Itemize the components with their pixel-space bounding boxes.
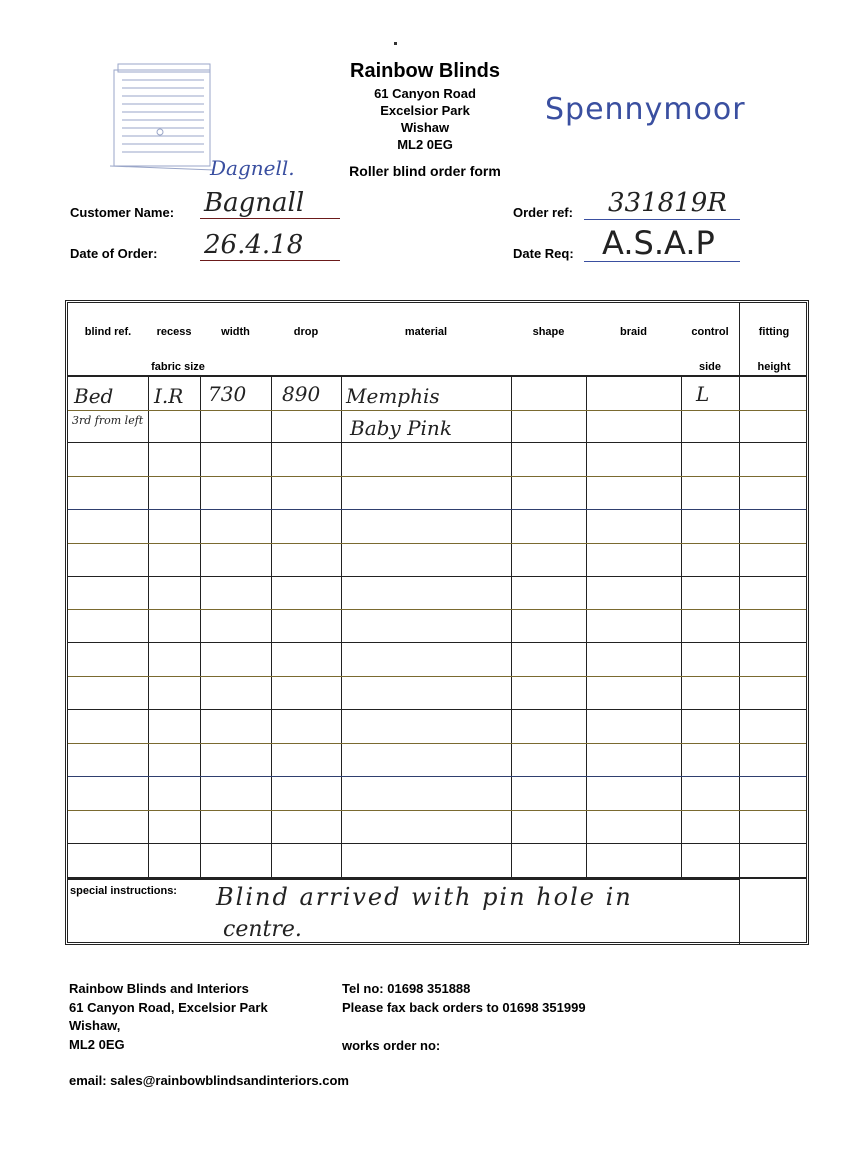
row1-material[interactable]: Memphis	[346, 384, 440, 408]
col-header-blind-ref: blind ref.	[84, 326, 132, 338]
order-ref-line	[584, 219, 740, 220]
order-ref-value[interactable]: 331819R	[608, 188, 727, 218]
footer-address-2: Wishaw,	[69, 1018, 121, 1033]
col-header-braid: braid	[620, 326, 647, 338]
order-table	[65, 300, 809, 945]
col-header-fitting: fitting	[758, 326, 790, 338]
customer-name-value[interactable]: Bagnall	[204, 188, 305, 218]
order-ref-label: Order ref:	[513, 205, 573, 220]
footer-email[interactable]: email: sales@rainbowblindsandinteriors.com	[69, 1073, 349, 1088]
handwritten-name-note: Dagnell.	[210, 156, 295, 180]
address-line-2: Excelsior Park	[380, 103, 470, 118]
form-title: Roller blind order form	[349, 163, 501, 179]
special-instructions-line2[interactable]: centre.	[223, 917, 302, 942]
footer-fax: Please fax back orders to 01698 351999	[342, 1000, 586, 1015]
customer-name-line	[200, 218, 340, 219]
special-instructions-line1[interactable]: Blind arrived with pin hole in	[216, 883, 633, 911]
company-name: Rainbow Blinds	[350, 60, 500, 82]
footer-address-3: ML2 0EG	[69, 1037, 125, 1052]
col-header-material: material	[404, 326, 448, 338]
address-line-4: ML2 0EG	[397, 137, 453, 152]
subheader-side: side	[698, 361, 721, 373]
footer-tel: Tel no: 01698 351888	[342, 981, 471, 996]
special-instructions-label: special instructions:	[70, 885, 177, 897]
handwritten-location: Spennymoor	[545, 92, 746, 127]
address-line-3: Wishaw	[400, 120, 450, 135]
row1-width[interactable]: 730	[208, 382, 247, 406]
date-of-order-value[interactable]: 26.4.18	[204, 230, 304, 260]
col-header-shape: shape	[532, 326, 565, 338]
col-header-control: control	[691, 326, 729, 338]
col-header-width: width	[221, 326, 250, 338]
date-req-value[interactable]: A.S.A.P	[602, 224, 715, 262]
row2-blind-ref[interactable]: 3rd from left	[72, 414, 144, 427]
row1-control[interactable]: L	[696, 382, 710, 406]
row2-material[interactable]: Baby Pink	[350, 416, 452, 440]
stray-mark	[394, 42, 397, 45]
subheader-height: height	[757, 361, 791, 373]
col-header-recess: recess	[156, 326, 192, 338]
address-line-1: 61 Canyon Road	[374, 86, 476, 101]
date-of-order-label: Date of Order:	[70, 246, 158, 261]
date-of-order-line	[200, 260, 340, 261]
row1-recess[interactable]: I.R	[154, 384, 184, 408]
row1-blind-ref[interactable]: Bed	[74, 384, 114, 408]
footer-company: Rainbow Blinds and Interiors	[69, 981, 249, 996]
date-req-label: Date Req:	[513, 246, 574, 261]
row1-drop[interactable]: 890	[282, 382, 321, 406]
footer-address-1: 61 Canyon Road, Excelsior Park	[69, 1000, 268, 1015]
col-header-drop: drop	[293, 326, 319, 338]
subheader-fabric-size: fabric size	[151, 361, 205, 373]
customer-name-label: Customer Name:	[70, 205, 175, 220]
footer-works-order-label: works order no:	[342, 1038, 441, 1053]
